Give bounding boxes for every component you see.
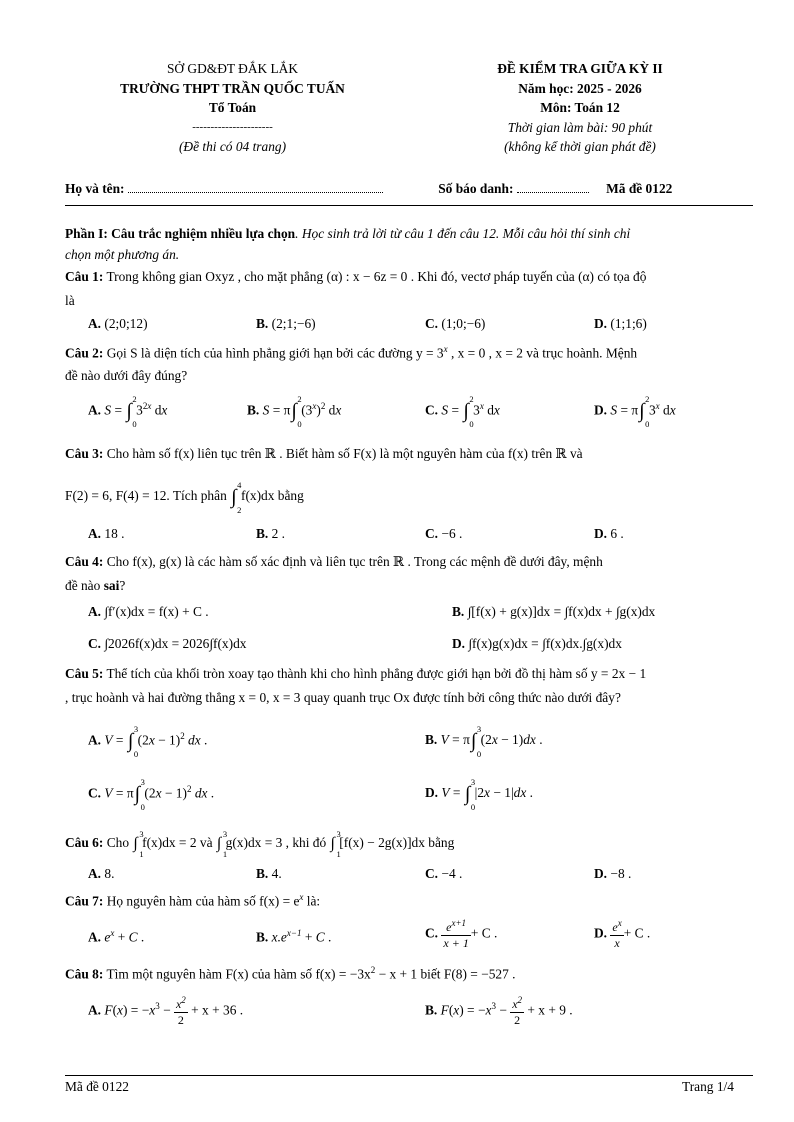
footer-divider bbox=[65, 1075, 753, 1076]
name-label: Họ và tên: bbox=[65, 181, 125, 196]
id-blank[interactable] bbox=[517, 191, 589, 193]
question-1 bbox=[65, 269, 646, 285]
q6-option-a[interactable]: A. 8. bbox=[88, 866, 115, 881]
footer-exam-code: Mã đề 0122 bbox=[65, 1079, 129, 1094]
q6-option-b[interactable]: B. 4. bbox=[256, 866, 282, 881]
exam-code: Mã đề 0122 bbox=[606, 181, 673, 196]
q5-option-b[interactable]: B. V = π∫ 3 0 (2x − 1)dx . bbox=[425, 724, 543, 759]
question-6: Câu 6: Cho ∫ 3 1 f(x)dx = 2 và ∫ 3 1 g(x)dx = 3 , khi đó ∫ 3 1 [f(x) − 2g(x)]dx bằng bbox=[65, 828, 455, 860]
footer-page-number: Trang 1/4 bbox=[682, 1079, 734, 1094]
page-count-note: (Đề thi có 04 trang) bbox=[178, 139, 287, 154]
part1-header bbox=[65, 223, 755, 265]
q7-option-a[interactable]: A. $e^x + C$ . bbox=[88, 928, 145, 945]
q2-option-d[interactable]: D. S = π∫ 2 0 3$^x$ dx bbox=[594, 394, 676, 429]
q3-text-2: F(2) = 6, F(4) = 12. Tích phân ∫ 4 2 f(x)dx bằng bbox=[65, 480, 304, 515]
header-left bbox=[80, 59, 385, 157]
q6-option-d[interactable]: D. −8 . bbox=[594, 866, 632, 881]
header-right bbox=[440, 59, 720, 157]
q3-option-d[interactable]: D. 6 . bbox=[594, 526, 624, 541]
q4-text-2: đề nào sai? bbox=[65, 578, 126, 593]
question-8: Câu 8: Tìm một nguyên hàm F(x) của hàm số $f(x) = -3x^2 - x + 1$ biết F(8) = −527 . bbox=[65, 965, 516, 982]
q4-option-a[interactable]: A. ∫f′(x)dx = f(x) + C . bbox=[88, 604, 209, 619]
q5-option-a[interactable]: A. V = ∫ 3 0 $(2x - 1)^2$ dx . bbox=[88, 724, 208, 759]
question-7: Câu 7: Họ nguyên hàm của hàm số $f(x) = e^x$ là: bbox=[65, 892, 321, 909]
q8-option-b[interactable]: B. $F(x) = -x^3$ − $\frac{x^2}{2}$ + x + 9 . bbox=[425, 995, 573, 1027]
student-divider bbox=[65, 205, 753, 206]
q5-text-2: , trục hoành và hai đường thẳng x = 0, x = 3 quay quanh trục Ox được tính bởi công thức nào dưới đây? bbox=[65, 690, 621, 705]
school-year: Năm học: 2025 - 2026 bbox=[518, 80, 642, 96]
header-separator: ---------------------- bbox=[192, 120, 273, 133]
q5-option-c[interactable]: C. V = π∫ 3 0 $(2x - 1)^2$ dx . bbox=[88, 777, 215, 812]
q1-text: Trong không gian Oxyz , cho mặt phẳng (α) : x − 6z = 0 . Khi đó, vectơ pháp tuyến của (α) có tọa độ bbox=[106, 269, 647, 284]
part1-instruction: . Học sinh trả lời từ câu 1 đến câu 12. Mỗi câu hỏi thí sinh chỉ bbox=[295, 226, 631, 241]
q2-text-2: đề nào dưới đây đúng? bbox=[65, 368, 188, 383]
q5-option-d[interactable]: D. V = ∫ 3 0 |2x − 1|dx . bbox=[425, 777, 533, 812]
q1-option-a[interactable]: A. (2;0;12) bbox=[88, 316, 148, 331]
exam-title: ĐỀ KIỂM TRA GIỮA KỲ II bbox=[497, 61, 663, 76]
q7-option-c[interactable]: C. $\frac{e^{x+1}}{x + 1}$ + C . bbox=[425, 918, 498, 950]
name-blank[interactable] bbox=[128, 191, 383, 193]
question-4: Câu 4: Cho f(x), g(x) là các hàm số xác định và liên tục trên ℝ . Trong các mệnh đề dưới đây, mệnh bbox=[65, 554, 603, 569]
q3-option-c[interactable]: C. −6 . bbox=[425, 526, 463, 541]
question-2: Câu 2: Gọi S là diện tích của hình phẳng giới hạn bởi các đường $y = 3^x$ , x = 0 , x = 2 và trục hoành. Mệnh bbox=[65, 344, 638, 361]
q2-option-c[interactable]: C. S = ∫ 2 0 3$^x$ dx bbox=[425, 394, 500, 429]
q2-option-b[interactable]: B. S = π∫ 2 0 $(3^x)^2$ dx bbox=[247, 394, 342, 429]
q3-option-b[interactable]: B. 2 . bbox=[256, 526, 286, 541]
q1-option-c[interactable]: C. (1;0;−6) bbox=[425, 316, 486, 331]
q3-option-a[interactable]: A. 18 . bbox=[88, 526, 125, 541]
q4-option-d[interactable]: D. ∫f(x)g(x)dx = ∫f(x)dx.∫g(x)dx bbox=[452, 636, 622, 651]
student-info-row bbox=[65, 181, 745, 197]
q1-option-b[interactable]: B. (2;1;−6) bbox=[256, 316, 316, 331]
q6-option-c[interactable]: C. −4 . bbox=[425, 866, 463, 881]
part1-title: Phần I: Câu trắc nghiệm nhiều lựa chọn bbox=[65, 226, 296, 241]
question-5: Câu 5: Thể tích của khối tròn xoay tạo thành khi cho hình phẳng được giới hạn bởi đồ thị hàm số y = 2x − 1 bbox=[65, 666, 647, 681]
q1-option-d[interactable]: D. (1;1;6) bbox=[594, 316, 647, 331]
q7-option-b[interactable]: B. $x.e^{x-1} + C$ . bbox=[256, 928, 332, 945]
q2-option-a[interactable]: A. S = ∫ 2 0 $3^{2x}$ dx bbox=[88, 394, 168, 429]
q1-label: Câu 1: bbox=[65, 269, 104, 284]
time-note: (không kể thời gian phát đề) bbox=[504, 139, 656, 154]
school-name: TRƯỜNG THPT TRẦN QUỐC TUẤN bbox=[120, 80, 345, 96]
subject: Môn: Toán 12 bbox=[540, 100, 620, 115]
question-3: Câu 3: Cho hàm số f(x) liên tục trên ℝ . Biết hàm số F(x) là một nguyên hàm của f(x) trên ℝ và bbox=[65, 446, 583, 461]
q8-option-a[interactable]: A. $F(x) = -x^3$ − $\frac{x^2}{2}$ + x + 36 . bbox=[88, 995, 244, 1027]
department-name: SỞ GD&ĐT ĐẮK LẮK bbox=[166, 61, 299, 76]
q1-text-2: là bbox=[65, 293, 75, 308]
time-limit: Thời gian làm bài: 90 phút bbox=[507, 119, 653, 135]
q4-option-b[interactable]: B. ∫[f(x) + g(x)]dx = ∫f(x)dx + ∫g(x)dx bbox=[452, 604, 656, 619]
part1-instruction-2: chọn một phương án. bbox=[65, 247, 180, 262]
id-label: Số báo danh: bbox=[438, 181, 514, 196]
group-name: Tổ Toán bbox=[208, 100, 257, 115]
q4-option-c[interactable]: C. ∫2026f(x)dx = 2026∫f(x)dx bbox=[88, 636, 247, 651]
q7-option-d[interactable]: D. $\frac{e^x}{x}$ + C . bbox=[594, 918, 651, 950]
